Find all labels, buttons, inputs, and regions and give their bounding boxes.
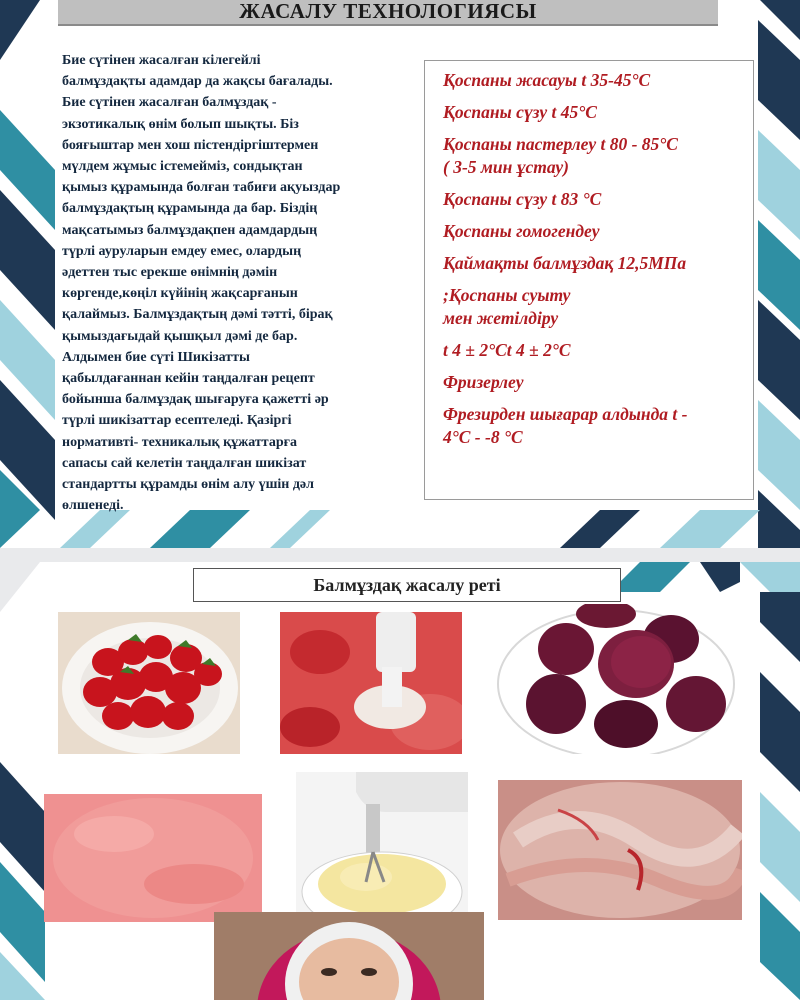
process-steps-box [424,60,754,500]
description-line: Алдымен бие сүті Шикізатты [62,349,250,365]
process-step-line: ( 3-5 мин ұстау) [443,157,569,177]
description-line: өлшенеді. [62,498,124,514]
process-step-line: Фризерлеу [443,372,524,392]
process-step-line: Қоспаны пастерлеу t 80 - 85°C [443,134,678,154]
description-line: экзотикалық өнім болып шықты. Біз [62,116,299,132]
process-step-line: Қоспаны сүзу t 45°C [443,102,597,122]
description-line: қымыздағыдай қышқыл дәмі де бар. [62,328,298,344]
description-line: нормативті- техникалық құжаттарға [62,434,297,450]
slide-process-photos [0,562,800,1000]
decorative-stripes-left [0,0,60,548]
process-step-line: Қаймақты балмұздақ 12,5МПа [443,253,687,273]
process-step-line: ;Қоспаны суыту [443,285,571,305]
page-title: ЖАСАЛУ ТЕХНОЛОГИЯСЫ [239,0,537,23]
description-line: балмұздақтың құрамында да бар. Біздің [62,201,318,217]
process-step [443,220,743,243]
process-step [443,101,743,124]
description-line: сапасы сай келетін таңдалған шикізат [62,455,307,471]
process-step-line: Қоспаны гомогендеу [443,221,600,241]
pink-mixture-photo [44,794,262,922]
process-step-line: t 4 ± 2°Ct 4 ± 2°C [443,340,571,360]
process-step-line: Қоспаны сүзу t 83 °C [443,189,602,209]
strawberries-photo [58,612,240,754]
description-line: қалаймыз. Балмұздақтың дәмі тәтті, бірақ [62,307,333,323]
beets-photo [496,604,746,754]
description-line: түрлі ауруларын емдеу емес, олардың [62,243,302,259]
description-line: бойынша балмұздақ шығаруға қажетті әр [62,392,329,408]
description-line: түрлі шикізаттар есептеледі. Қазіргі [62,413,292,429]
process-step [443,403,743,449]
process-step [443,284,743,330]
process-step-line: Қоспаны жасауы t 35-45°C [443,70,651,90]
process-step [443,188,743,211]
description-line: Бие сүтінен жасалған кілегейлі [62,53,261,68]
description-line: Бие сүтінен жасалған балмұздақ - [62,95,277,111]
process-step [443,133,743,179]
process-step [443,339,743,362]
ice-cream-result-photo [498,780,742,920]
process-step-line: Фрезирден шығарар алдында t - [443,404,688,424]
subtitle-box [193,568,621,602]
process-step [443,371,743,394]
process-step [443,69,743,92]
process-step-line: мен жетілдіру [443,308,559,328]
description-line: мүлдем жұмыс істемейміз, сондықтан [62,159,303,175]
decorative-stripes-right [740,562,800,1000]
blending-strawberries-photo [280,612,462,754]
section-title: Балмұздақ жасалу реті [313,574,501,595]
description-line: стандартты құрамды өнім алу үшін дәл [62,477,314,493]
mixer-cream-photo [296,772,468,932]
title-banner [58,0,718,26]
author-photo [214,912,484,1000]
process-step-line: 4°C - -8 °C [443,427,523,447]
decorative-stripes-top [600,562,740,602]
description-line: қабылдағаннан кейін таңдалған рецепт [62,371,315,387]
description-line: қымыз құрамында болған табиғи ақуыздар [62,180,341,196]
description-line: бояғыштар мен хош пістендіргіштермен [62,137,319,153]
description-line: көргенде,көңіл күйінің жақсарғанын [62,286,298,302]
description-line: мақсатымыз балмұздақпен адамдардың [62,222,318,238]
process-step [443,252,743,275]
description-line: әдеттен тыс ерекше өнімнің дәмін [62,265,278,281]
decorative-stripes-left [0,562,50,1000]
description-line: балмұздақты адамдар да жақсы бағалады. [62,74,333,90]
description-text [62,50,414,516]
